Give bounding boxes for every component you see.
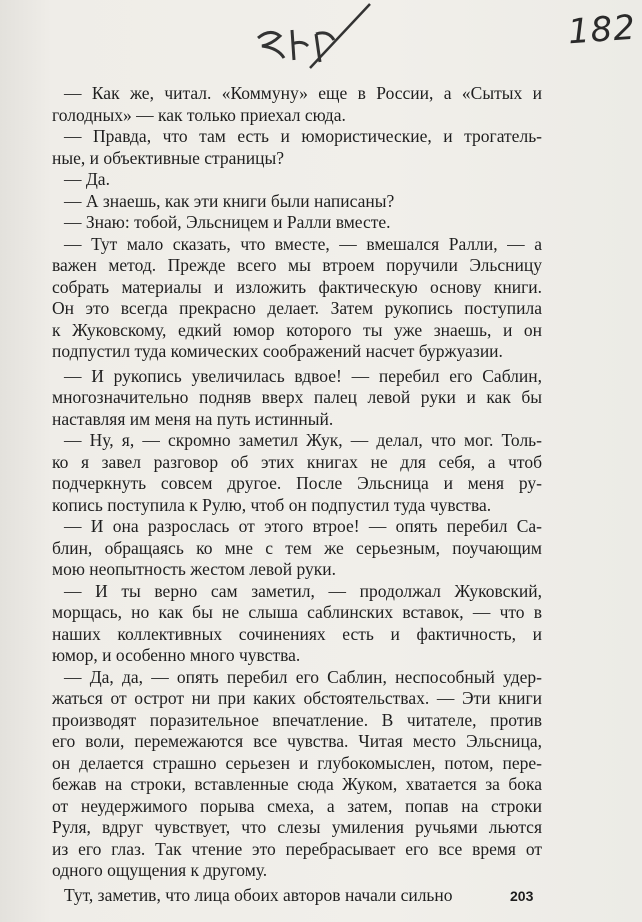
text-line: многозначительно подняв вверх палец левой руки и как бы: [52, 387, 542, 407]
text-line: — Ну, я, — скромно заметил Жук, — делал, что мог. Толь-: [64, 430, 542, 450]
text-line: ные, и объективные страницы?: [52, 147, 284, 168]
text-line: Тут, заметив, что лица обоих авторов начали сильно: [64, 884, 453, 905]
text-line: — И ты верно сам заметил, — продолжал Жуковский,: [64, 580, 542, 601]
text-line: — Как же, читал. «Коммуну» еще в России, а «Сытых и: [64, 83, 542, 103]
text-line: — Тут мало сказать, что вместе, — вмешался Ралли, — а: [64, 233, 542, 254]
handwritten-page-number: 182: [566, 7, 638, 53]
text-line: одного ощущения к другому.: [52, 860, 268, 880]
text-line: жаться от острот ни при каких обстоятельствах. — Эти книги: [52, 688, 542, 708]
text-line: голодных» — как только приехал сюда.: [52, 104, 346, 125]
text-line: наших коллективных сочинениях есть и фактичность, и: [52, 623, 542, 644]
body-text: [52, 83, 542, 906]
text-line: копись поступила к Рулю, чтоб он подпустил туда чувства.: [52, 494, 492, 515]
text-line: он делается страшно серьезен и глубокомыслен, потом, пере-: [52, 752, 542, 773]
text-line: ко я завел разговор об этих книгах не для себя, а чтоб: [52, 451, 542, 472]
text-line: блин, обращаясь ко мне с тем же серьезным, поучающим: [52, 537, 542, 558]
text-line: бежав на строки, вставленные сюда Жуком, хватается за бока: [52, 774, 542, 794]
paragraph: [52, 667, 542, 882]
text-line: — Правда, что там есть и юмористические, и трогатель-: [64, 126, 542, 146]
text-line: важен метод. Прежде всего мы втроем поручили Эльсницу: [52, 255, 542, 275]
text-line: от неудержимого порыва смеха, а затем, попав на строки: [52, 795, 542, 816]
text-line: наставляя им меня на путь истинный.: [52, 408, 334, 429]
text-line: из его глаз. Так чтение это перебрасывает его все время от: [52, 838, 542, 859]
text-line: — Да.: [64, 169, 110, 189]
paragraph: [52, 516, 542, 581]
text-line: Руля, вдруг чувствует, что слезы умиления ручьями льются: [52, 817, 542, 837]
text-line: морщась, но как бы не слыша саблинских вставок, — что в: [52, 602, 542, 622]
text-line: — А знаешь, как эти книги были написаны?: [64, 190, 395, 211]
paragraph: [52, 212, 542, 234]
paragraph: [52, 366, 542, 431]
page-number: 203: [510, 888, 534, 904]
text-line: к Жуковскому, едкий юмор которого ты уже знаешь, и он: [52, 319, 542, 340]
text-line: мою неопытность жестом левой руки.: [52, 559, 337, 579]
text-line: подпустил туда комических соображений насчет буржуазии.: [52, 341, 503, 361]
text-line: его воли, перемежаются все чувства. Читая место Эльсница,: [52, 731, 542, 751]
paragraph: [52, 191, 542, 213]
paragraph: [52, 581, 542, 667]
text-line: — И она разрослась от этого втрое! — опять перебил Са-: [64, 516, 542, 536]
text-line: собрать материалы и изложить фактическую основу книги.: [52, 276, 542, 297]
text-line: производят поразительное впечатление. В читателе, против: [52, 709, 542, 730]
paragraph: [52, 430, 542, 516]
text-line: юмор, и особенно много чувства.: [52, 645, 301, 665]
paragraph: [52, 83, 542, 126]
text-line: — Да, да, — опять перебил его Саблин, неспособный удер-: [64, 666, 542, 687]
paragraph: [52, 885, 542, 907]
paragraph: [52, 169, 542, 191]
text-line: — И рукопись увеличилась вдвое! — перебил его Саблин,: [64, 365, 542, 386]
paragraph: [52, 234, 542, 363]
text-line: Он это всегда прекрасно делает. Затем рукопись поступила: [52, 298, 542, 318]
text-line: — Знаю: тобой, Эльсницем и Ралли вместе.: [64, 212, 391, 232]
paragraph: [52, 126, 542, 169]
handwritten-scribble: [250, 0, 380, 75]
text-line: подчеркнуть совсем другое. После Эльсница и меня ру-: [52, 473, 542, 493]
